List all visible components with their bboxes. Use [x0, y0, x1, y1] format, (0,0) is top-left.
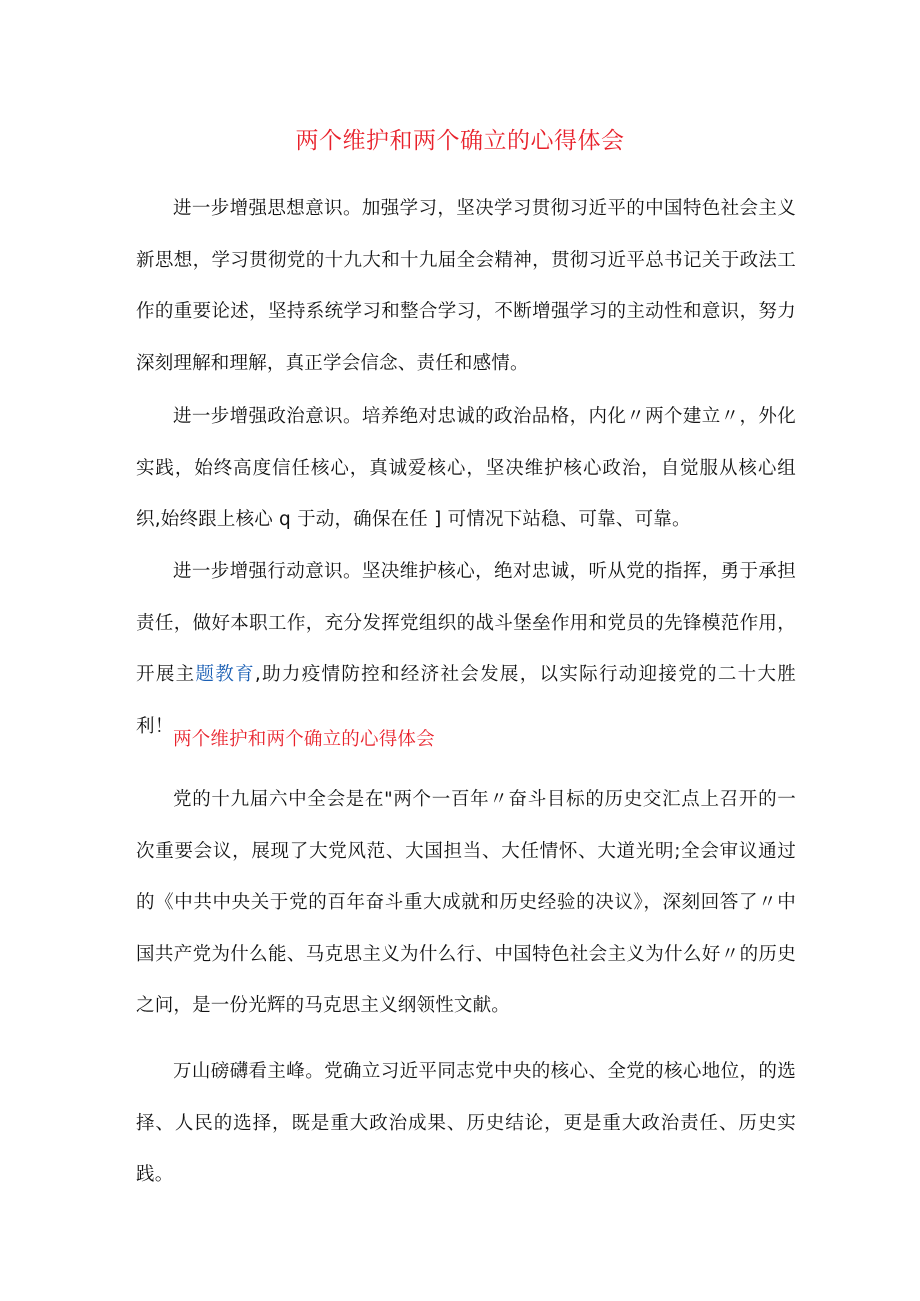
section-subheading: 两个维护和两个确立的心得体会: [173, 729, 435, 750]
paragraph-action-awareness: [136, 546, 796, 752]
paragraph-thought-awareness: 进一步增强思想意识。加强学习，坚决学习贯彻习近平的中国特色社会主义新思想，学习贯彻党的十九大和十九届全会精神，贯彻习近平总书记关于政法工作的重要论述，坚持系统学习和整合学习，不断增强学习的主动性和意识，努力深刻理解和理解，真正学会信念、责任和感情。: [136, 198, 796, 374]
document-title: 两个维护和两个确立的心得体会: [295, 128, 625, 154]
paragraph-core-status: 万山磅礴看主峰。党确立习近平同志党中央的核心、全党的核心地位，的选择、人民的选择，既是重大政治成果、历史结论，更是重大政治责任、历史实践。: [136, 1061, 796, 1185]
paragraph-text-before-link: 进一步增强行动意识。坚决维护核心，绝对忠诚，听从党的指挥，勇于承担责任，做好本职工作，充分发挥党组织的战斗堡垒作用和党员的先锋模范作用，开展主: [136, 561, 796, 685]
theme-education-link[interactable]: 题教育: [195, 664, 255, 685]
paragraph-political-awareness: 进一步增强政治意识。培养绝对忠诚的政治品格，内化〃两个建立〃，外化实践，始终高度信任核心，真诚爱核心，坚决维护核心政治，自觉服从核心组织,始终跟上核心 q 于动，确保在任 ] 可情况下站稳、可靠、可靠。: [136, 406, 796, 530]
paragraph-text-after-link: ,助力疫情防控和经济社会发展，以实际行动迎接党的二十大胜利！: [136, 664, 796, 737]
paragraph-plenary-session: 党的十九届六中全会是在"两个一百年〃奋斗目标的历史交汇点上召开的一次重要会议，展现了大党风范、大国担当、大任情怀、大道光明;全会审议通过的《中共中央关于党的百年奋斗重大成就和历史经验的决议》，深刻回答了〃中国共产党为什么能、马克思主义为什么行、中国特色社会主义为什么好〃的历史之问，是一份光辉的马克思主义纲领性文献。: [136, 789, 796, 1016]
